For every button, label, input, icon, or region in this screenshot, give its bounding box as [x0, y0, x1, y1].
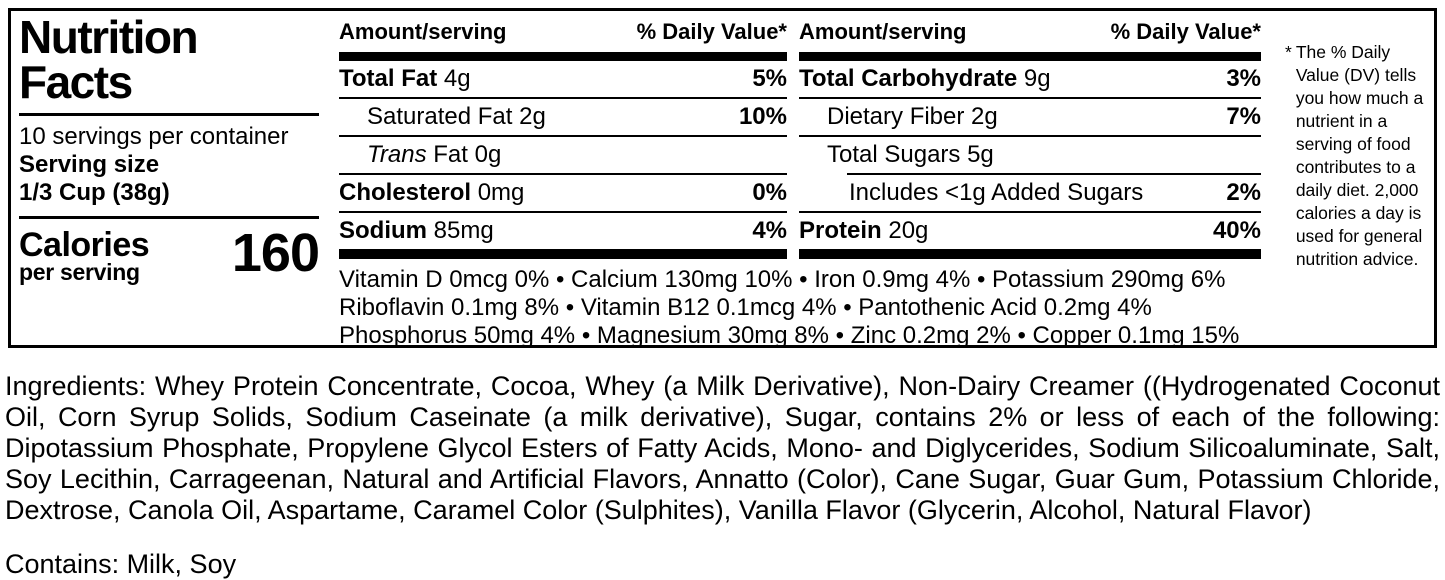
nutrient-value: 0mg	[471, 179, 525, 206]
label-title-line2: Facts	[19, 55, 132, 108]
nutrient-name: Saturated Fat 2g	[367, 103, 546, 130]
daily-value: 3%	[1226, 65, 1261, 92]
ingredients-paragraph: Ingredients: Whey Protein Concentrate, Cocoa, Whey (a Milk Derivative), Non-Dairy Creamer ((Hydrogenated Coconut Oil, Corn Syrup Solids, Sodium Caseinate (a milk derivative), Sugar, contains 2% or less of each of the following: Dipotassium Phosphate, Propylene Glycol Esters of Fatty Acids, Mono- and Diglycerides, Sodium Silicoaluminate, Salt, Soy Lecithin, Carrageenan, Natural and Artificial Flavors, Annatto (Color), Cane Sugar, Guar Gum, Potassium Chloride, Dextrose, Canola Oil, Aspartame, Caramel Color (Sulphites), Vanilla Flavor (Glycerin, Alcohol, Natural Flavor)	[5, 371, 1440, 525]
nutrient-row-trans-fat	[339, 137, 787, 173]
calories-row	[19, 223, 319, 286]
footnote-text: The % Daily Value (DV) tells you how much a nutrient in a serving of food contributes to a daily diet. 2,000 calories a day is used for general nutrition advice.	[1295, 42, 1424, 269]
vitamins-line-1: Vitamin D 0mcg 0% • Calcium 130mg 10% • Iron 0.9mg 4% • Potassium 290mg 6%	[339, 266, 1226, 293]
nutrient-columns-area	[327, 11, 1271, 349]
nutrient-name: Total Carbohydrate 9g	[799, 65, 1051, 92]
nutrient-row-total-carbohydrate	[799, 61, 1261, 97]
nutrient-row-total-sugars	[799, 137, 1261, 173]
daily-value: 5%	[752, 65, 787, 92]
daily-value-header: % Daily Value*	[636, 19, 787, 44]
nutrient-value: 2g	[512, 103, 546, 130]
calories-sublabel: per serving	[19, 259, 140, 286]
nutrient-value: 9g	[1017, 65, 1051, 92]
vitamins-minerals-list	[339, 259, 1271, 350]
nutrient-value: 85mg	[427, 217, 494, 244]
label-title	[19, 11, 319, 108]
calories-value: 160	[231, 223, 319, 284]
nutrient-value: 2g	[964, 103, 998, 130]
amount-serving-header: Amount/serving	[339, 19, 507, 44]
nutrient-row-cholesterol	[339, 175, 787, 211]
daily-value-header: % Daily Value*	[1110, 19, 1261, 44]
calories-label-block	[19, 226, 150, 286]
nutrient-value: 5g	[960, 141, 994, 168]
nutrient-name: Sodium 85mg	[339, 217, 494, 244]
amount-serving-header: Amount/serving	[799, 19, 967, 44]
divider	[19, 216, 319, 219]
vitamins-line-2: Riboflavin 0.1mg 8% • Vitamin B12 0.1mcg 4% • Pantothenic Acid 0.2mg 4%	[339, 294, 1152, 321]
allergen-statement: Contains: Milk, Soy	[5, 549, 237, 579]
divider	[19, 113, 319, 116]
nutrient-name: Total Fat 4g	[339, 65, 471, 92]
nutrient-name: Cholesterol 0mg	[339, 179, 525, 206]
daily-value: 7%	[1226, 103, 1261, 130]
nutrient-row-sodium	[339, 213, 787, 249]
thick-divider	[799, 52, 1261, 61]
nutrition-facts-label	[8, 8, 1437, 348]
daily-value: 10%	[738, 103, 787, 130]
daily-value: 2%	[1226, 179, 1261, 206]
nutrient-value: 20g	[881, 217, 929, 244]
serving-size-label: Serving size	[19, 151, 160, 179]
nutrient-name: Total Sugars 5g	[827, 141, 994, 168]
thick-divider	[339, 249, 787, 259]
thick-divider	[799, 249, 1261, 259]
label-title-line1: Nutrition	[19, 11, 198, 63]
footnote-asterisk: *	[1285, 42, 1292, 62]
daily-value-footnote	[1271, 11, 1434, 345]
nutrient-row-protein	[799, 213, 1261, 249]
servings-per-container: 10 servings per container	[19, 123, 289, 151]
nutrient-name: Dietary Fiber 2g	[827, 103, 998, 130]
daily-value: 40%	[1212, 217, 1261, 244]
thick-divider	[339, 52, 787, 61]
nutrient-name: Protein 20g	[799, 217, 929, 244]
column-header	[799, 11, 1261, 52]
nutrient-columns	[339, 11, 1271, 259]
daily-value: 4%	[752, 217, 787, 244]
nutrient-name: Trans Fat 0g	[367, 141, 502, 168]
nutrient-value: 4g	[437, 65, 471, 92]
nutrient-name: Includes <1g Added Sugars	[849, 179, 1144, 206]
nutrient-row-dietary-fiber	[799, 99, 1261, 135]
nutrient-column-2	[799, 11, 1261, 259]
nutrient-row-saturated-fat	[339, 99, 787, 135]
label-left-panel	[11, 11, 327, 345]
serving-size-value: 1/3 Cup (38g)	[19, 179, 170, 207]
nutrient-row-total-fat	[339, 61, 787, 97]
column-header	[339, 11, 787, 52]
nutrient-row-added-sugars	[799, 175, 1261, 211]
vitamins-line-3: Phosphorus 50mg 4% • Magnesium 30mg 8% • Zinc 0.2mg 2% • Copper 0.1mg 15%	[339, 322, 1240, 349]
nutrient-column-1	[339, 11, 787, 259]
daily-value: 0%	[752, 179, 787, 206]
calories-label: Calories	[19, 226, 150, 265]
